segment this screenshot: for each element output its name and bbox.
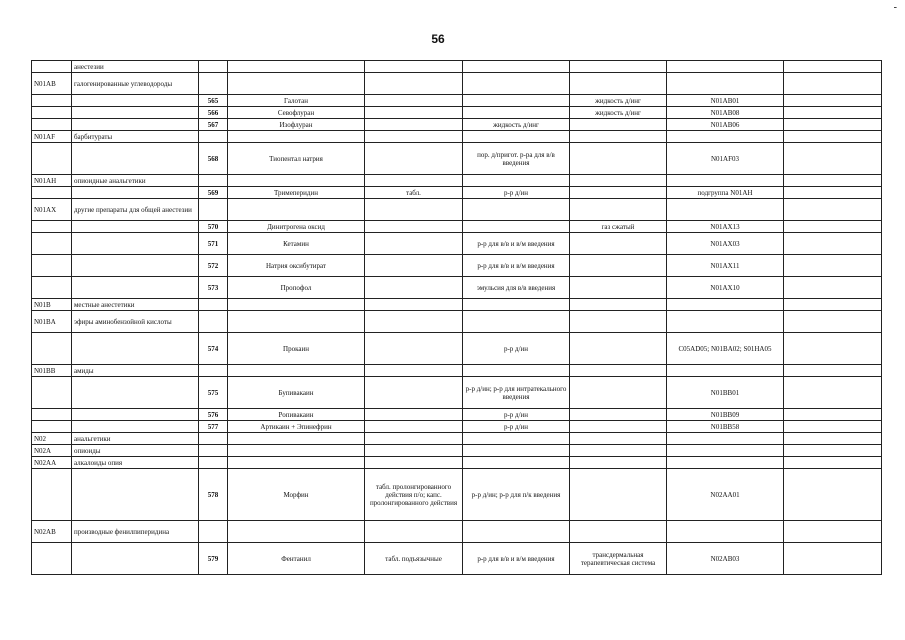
row-number-cell: 567 <box>199 119 228 131</box>
dosage-form-oral-cell <box>365 409 463 421</box>
drug-name-cell <box>228 299 365 311</box>
group-name-cell: анестезии <box>72 61 199 73</box>
dosage-form-oral-cell: табл. подъязычные <box>365 543 463 575</box>
page-number: 56 <box>431 32 445 46</box>
dosage-form-oral-cell <box>365 107 463 119</box>
table-row <box>32 277 882 299</box>
notes-cell <box>784 255 882 277</box>
atc-code-cell: N01AB08 <box>667 107 784 119</box>
dosage-form-oral-cell: табл. пролонгированного действия п/о; капс. пролонгированного действия <box>365 469 463 521</box>
table-row <box>32 377 882 409</box>
group-name-cell <box>72 255 199 277</box>
dosage-form-other-cell <box>570 199 667 221</box>
notes-cell <box>784 95 882 107</box>
row-number-cell: 575 <box>199 377 228 409</box>
table-row <box>32 255 882 277</box>
drug-name-cell: Изофлуран <box>228 119 365 131</box>
table-row <box>32 469 882 521</box>
row-number-cell <box>199 175 228 187</box>
atc-group-code-cell: N02 <box>32 433 72 445</box>
notes-cell <box>784 119 882 131</box>
corner-mark: - <box>893 2 897 13</box>
dosage-form-oral-cell <box>365 457 463 469</box>
table-row <box>32 95 882 107</box>
dosage-form-injection-cell <box>463 457 570 469</box>
dosage-form-oral-cell <box>365 445 463 457</box>
dosage-form-other-cell <box>570 299 667 311</box>
group-name-cell <box>72 469 199 521</box>
row-number-cell <box>199 311 228 333</box>
row-number-cell: 570 <box>199 221 228 233</box>
group-name-cell: производные фенилпиперидина <box>72 521 199 543</box>
atc-group-code-cell <box>32 333 72 365</box>
atc-code-cell <box>667 299 784 311</box>
drug-name-cell <box>228 457 365 469</box>
row-number-cell: 571 <box>199 233 228 255</box>
dosage-form-oral-cell <box>365 333 463 365</box>
atc-group-code-cell <box>32 107 72 119</box>
dosage-form-other-cell: газ сжатый <box>570 221 667 233</box>
dosage-form-injection-cell: р-р для в/в и в/м введения <box>463 255 570 277</box>
drug-name-cell: Тиопентал натрия <box>228 143 365 175</box>
atc-code-cell <box>667 457 784 469</box>
atc-code-cell <box>667 311 784 333</box>
row-number-cell <box>199 131 228 143</box>
dosage-form-other-cell: трансдермальная терапевтическая система <box>570 543 667 575</box>
drug-name-cell <box>228 73 365 95</box>
row-number-cell: 572 <box>199 255 228 277</box>
atc-group-code-cell: N01B <box>32 299 72 311</box>
drug-name-cell: Севофлуран <box>228 107 365 119</box>
table-row <box>32 143 882 175</box>
group-name-cell: анальгетики <box>72 433 199 445</box>
row-number-cell <box>199 445 228 457</box>
table-row <box>32 299 882 311</box>
dosage-form-other-cell <box>570 457 667 469</box>
drug-name-cell: Артикаин + Эпинефрин <box>228 421 365 433</box>
dosage-form-injection-cell: р-р д/ин <box>463 409 570 421</box>
table-row <box>32 199 882 221</box>
notes-cell <box>784 199 882 221</box>
group-name-cell: амиды <box>72 365 199 377</box>
table-row <box>32 521 882 543</box>
dosage-form-injection-cell: р-р д/ин; р-р для интратекального введения <box>463 377 570 409</box>
drug-name-cell: Галотан <box>228 95 365 107</box>
atc-code-cell: N01AX10 <box>667 277 784 299</box>
dosage-form-oral-cell <box>365 73 463 95</box>
row-number-cell: 578 <box>199 469 228 521</box>
table-row <box>32 543 882 575</box>
row-number-cell: 573 <box>199 277 228 299</box>
notes-cell <box>784 333 882 365</box>
atc-code-cell: N01AB06 <box>667 119 784 131</box>
dosage-form-injection-cell <box>463 107 570 119</box>
table-row <box>32 433 882 445</box>
row-number-cell <box>199 433 228 445</box>
atc-group-code-cell: N01AF <box>32 131 72 143</box>
dosage-form-other-cell <box>570 61 667 73</box>
dosage-form-other-cell <box>570 73 667 95</box>
atc-code-cell <box>667 61 784 73</box>
drug-name-cell <box>228 521 365 543</box>
drug-list-table <box>31 60 882 575</box>
group-name-cell <box>72 277 199 299</box>
atc-group-code-cell: N02A <box>32 445 72 457</box>
notes-cell <box>784 221 882 233</box>
row-number-cell: 569 <box>199 187 228 199</box>
notes-cell <box>784 457 882 469</box>
atc-code-cell <box>667 73 784 95</box>
atc-code-cell: N01BB58 <box>667 421 784 433</box>
table-row <box>32 365 882 377</box>
dosage-form-other-cell <box>570 333 667 365</box>
table-row <box>32 221 882 233</box>
drug-name-cell <box>228 199 365 221</box>
drug-name-cell <box>228 365 365 377</box>
drug-name-cell <box>228 445 365 457</box>
atc-code-cell: N01AX13 <box>667 221 784 233</box>
atc-group-code-cell <box>32 377 72 409</box>
notes-cell <box>784 433 882 445</box>
group-name-cell <box>72 333 199 365</box>
table-row <box>32 107 882 119</box>
atc-group-code-cell: N01BA <box>32 311 72 333</box>
atc-group-code-cell: N02AB <box>32 521 72 543</box>
drug-name-cell: Ропивакаин <box>228 409 365 421</box>
table-row <box>32 333 882 365</box>
dosage-form-injection-cell <box>463 433 570 445</box>
row-number-cell <box>199 521 228 543</box>
table-row <box>32 311 882 333</box>
group-name-cell <box>72 95 199 107</box>
dosage-form-oral-cell <box>365 255 463 277</box>
dosage-form-other-cell <box>570 233 667 255</box>
dosage-form-oral-cell <box>365 221 463 233</box>
atc-code-cell <box>667 365 784 377</box>
atc-code-cell <box>667 175 784 187</box>
dosage-form-oral-cell <box>365 119 463 131</box>
group-name-cell <box>72 221 199 233</box>
dosage-form-injection-cell <box>463 521 570 543</box>
dosage-form-injection-cell <box>463 365 570 377</box>
notes-cell <box>784 299 882 311</box>
atc-group-code-cell: N01AB <box>32 73 72 95</box>
dosage-form-injection-cell: р-р д/ин <box>463 333 570 365</box>
atc-group-code-cell: N01BB <box>32 365 72 377</box>
drug-name-cell: Пропофол <box>228 277 365 299</box>
dosage-form-other-cell <box>570 311 667 333</box>
row-number-cell <box>199 299 228 311</box>
group-name-cell <box>72 119 199 131</box>
row-number-cell: 565 <box>199 95 228 107</box>
dosage-form-other-cell <box>570 187 667 199</box>
dosage-form-other-cell <box>570 175 667 187</box>
dosage-form-oral-cell <box>365 377 463 409</box>
atc-code-cell: N01AX03 <box>667 233 784 255</box>
row-number-cell: 574 <box>199 333 228 365</box>
table-row <box>32 445 882 457</box>
dosage-form-oral-cell <box>365 199 463 221</box>
row-number-cell: 566 <box>199 107 228 119</box>
atc-group-code-cell <box>32 421 72 433</box>
table-row <box>32 409 882 421</box>
row-number-cell: 577 <box>199 421 228 433</box>
group-name-cell <box>72 107 199 119</box>
notes-cell <box>784 521 882 543</box>
dosage-form-other-cell <box>570 521 667 543</box>
table-row <box>32 421 882 433</box>
dosage-form-injection-cell <box>463 445 570 457</box>
dosage-form-oral-cell <box>365 175 463 187</box>
row-number-cell <box>199 365 228 377</box>
notes-cell <box>784 365 882 377</box>
group-name-cell <box>72 543 199 575</box>
atc-code-cell <box>667 433 784 445</box>
dosage-form-injection-cell: р-р для в/в и в/м введения <box>463 543 570 575</box>
atc-code-cell: N01AF03 <box>667 143 784 175</box>
atc-group-code-cell: N01AX <box>32 199 72 221</box>
dosage-form-oral-cell: табл. <box>365 187 463 199</box>
dosage-form-injection-cell <box>463 95 570 107</box>
drug-name-cell: Динитрогена оксид <box>228 221 365 233</box>
dosage-form-oral-cell <box>365 365 463 377</box>
group-name-cell: алкалоиды опия <box>72 457 199 469</box>
dosage-form-other-cell: жидкость д/инг <box>570 95 667 107</box>
group-name-cell: галогенированные углеводороды <box>72 73 199 95</box>
dosage-form-injection-cell <box>463 311 570 333</box>
atc-code-cell: подгруппа N01AH <box>667 187 784 199</box>
atc-group-code-cell <box>32 221 72 233</box>
table-row <box>32 457 882 469</box>
drug-name-cell: Морфин <box>228 469 365 521</box>
row-number-cell <box>199 61 228 73</box>
drug-name-cell <box>228 175 365 187</box>
group-name-cell: другие препараты для общей анестезии <box>72 199 199 221</box>
dosage-form-oral-cell <box>365 143 463 175</box>
dosage-form-oral-cell <box>365 95 463 107</box>
group-name-cell <box>72 143 199 175</box>
drug-name-cell: Бупивакаин <box>228 377 365 409</box>
atc-group-code-cell <box>32 469 72 521</box>
atc-group-code-cell <box>32 543 72 575</box>
group-name-cell: барбитураты <box>72 131 199 143</box>
notes-cell <box>784 277 882 299</box>
notes-cell <box>784 445 882 457</box>
table-body <box>32 61 882 575</box>
atc-code-cell: N02AA01 <box>667 469 784 521</box>
row-number-cell: 579 <box>199 543 228 575</box>
group-name-cell <box>72 187 199 199</box>
dosage-form-other-cell <box>570 277 667 299</box>
group-name-cell <box>72 421 199 433</box>
atc-group-code-cell <box>32 187 72 199</box>
dosage-form-injection-cell <box>463 175 570 187</box>
dosage-form-injection-cell: пор. д/пригот. р-ра для в/в введения <box>463 143 570 175</box>
drug-name-cell <box>228 61 365 73</box>
notes-cell <box>784 131 882 143</box>
atc-group-code-cell: N02AA <box>32 457 72 469</box>
table-row <box>32 73 882 95</box>
dosage-form-other-cell <box>570 409 667 421</box>
group-name-cell: опиоиды <box>72 445 199 457</box>
notes-cell <box>784 143 882 175</box>
drug-name-cell: Натрия оксибутират <box>228 255 365 277</box>
notes-cell <box>784 187 882 199</box>
dosage-form-oral-cell <box>365 433 463 445</box>
notes-cell <box>784 233 882 255</box>
notes-cell <box>784 421 882 433</box>
notes-cell <box>784 175 882 187</box>
dosage-form-injection-cell: эмульсия для в/в введения <box>463 277 570 299</box>
drug-name-cell <box>228 311 365 333</box>
dosage-form-oral-cell <box>365 61 463 73</box>
atc-group-code-cell <box>32 277 72 299</box>
dosage-form-oral-cell <box>365 521 463 543</box>
dosage-form-injection-cell <box>463 299 570 311</box>
atc-code-cell: C05AD05; N01BA02; S01HA05 <box>667 333 784 365</box>
table-row <box>32 233 882 255</box>
atc-code-cell <box>667 521 784 543</box>
atc-code-cell <box>667 199 784 221</box>
atc-group-code-cell <box>32 143 72 175</box>
drug-name-cell <box>228 433 365 445</box>
notes-cell <box>784 311 882 333</box>
dosage-form-injection-cell: жидкость д/инг <box>463 119 570 131</box>
dosage-form-other-cell: жидкость д/инг <box>570 107 667 119</box>
dosage-form-injection-cell: р-р д/ин; р-р для п/к введения <box>463 469 570 521</box>
notes-cell <box>784 409 882 421</box>
atc-code-cell <box>667 131 784 143</box>
drug-name-cell: Прокаин <box>228 333 365 365</box>
atc-group-code-cell: N01AH <box>32 175 72 187</box>
atc-group-code-cell <box>32 233 72 255</box>
group-name-cell: местные анестетики <box>72 299 199 311</box>
dosage-form-other-cell <box>570 377 667 409</box>
drug-name-cell: Фентанил <box>228 543 365 575</box>
dosage-form-other-cell <box>570 119 667 131</box>
row-number-cell: 568 <box>199 143 228 175</box>
dosage-form-other-cell <box>570 421 667 433</box>
table-row <box>32 175 882 187</box>
atc-code-cell: N01AX11 <box>667 255 784 277</box>
atc-code-cell: N02AB03 <box>667 543 784 575</box>
dosage-form-injection-cell <box>463 221 570 233</box>
notes-cell <box>784 543 882 575</box>
dosage-form-other-cell <box>570 255 667 277</box>
dosage-form-oral-cell <box>365 299 463 311</box>
drug-name-cell <box>228 131 365 143</box>
dosage-form-injection-cell <box>463 73 570 95</box>
dosage-form-other-cell <box>570 469 667 521</box>
atc-group-code-cell <box>32 255 72 277</box>
atc-group-code-cell <box>32 119 72 131</box>
group-name-cell <box>72 233 199 255</box>
notes-cell <box>784 61 882 73</box>
atc-group-code-cell <box>32 409 72 421</box>
notes-cell <box>784 377 882 409</box>
dosage-form-oral-cell <box>365 421 463 433</box>
atc-code-cell: N01BB09 <box>667 409 784 421</box>
dosage-form-oral-cell <box>365 311 463 333</box>
dosage-form-injection-cell <box>463 199 570 221</box>
atc-code-cell: N01BB01 <box>667 377 784 409</box>
group-name-cell: опиоидные анальгетики <box>72 175 199 187</box>
row-number-cell <box>199 457 228 469</box>
group-name-cell: эфиры аминобензойной кислоты <box>72 311 199 333</box>
atc-code-cell <box>667 445 784 457</box>
atc-group-code-cell <box>32 61 72 73</box>
row-number-cell: 576 <box>199 409 228 421</box>
dosage-form-other-cell <box>570 365 667 377</box>
dosage-form-injection-cell <box>463 131 570 143</box>
table-row <box>32 131 882 143</box>
group-name-cell <box>72 409 199 421</box>
drug-name-cell: Тримеперидин <box>228 187 365 199</box>
atc-code-cell: N01AB01 <box>667 95 784 107</box>
dosage-form-other-cell <box>570 143 667 175</box>
dosage-form-injection-cell: р-р д/ин <box>463 421 570 433</box>
dosage-form-other-cell <box>570 433 667 445</box>
atc-group-code-cell <box>32 95 72 107</box>
notes-cell <box>784 73 882 95</box>
dosage-form-injection-cell: р-р д/ин <box>463 187 570 199</box>
row-number-cell <box>199 199 228 221</box>
notes-cell <box>784 107 882 119</box>
table-row <box>32 61 882 73</box>
dosage-form-oral-cell <box>365 233 463 255</box>
group-name-cell <box>72 377 199 409</box>
dosage-form-other-cell <box>570 445 667 457</box>
dosage-form-oral-cell <box>365 131 463 143</box>
row-number-cell <box>199 73 228 95</box>
dosage-form-injection-cell: р-р для в/в и в/м введения <box>463 233 570 255</box>
notes-cell <box>784 469 882 521</box>
dosage-form-other-cell <box>570 131 667 143</box>
table-row <box>32 119 882 131</box>
drug-name-cell: Кетамин <box>228 233 365 255</box>
dosage-form-oral-cell <box>365 277 463 299</box>
table-row <box>32 187 882 199</box>
dosage-form-injection-cell <box>463 61 570 73</box>
